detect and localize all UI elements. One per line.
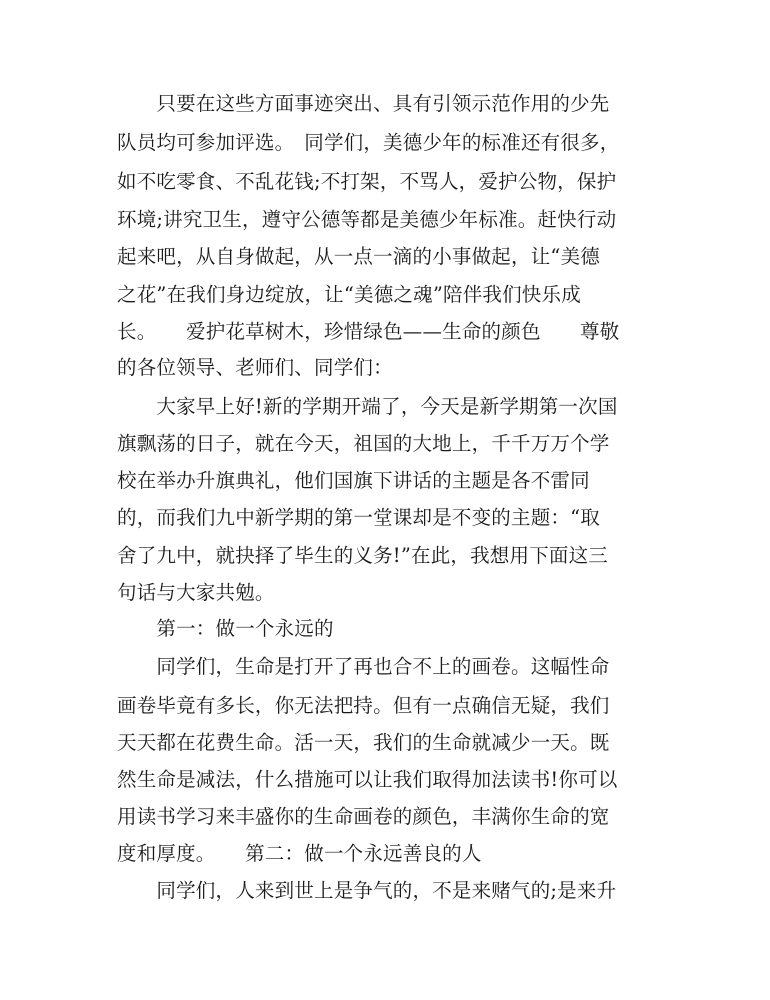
text-line: 画卷毕竟有多长，你无法把持。但有一点确信无疑，我们 [117, 694, 610, 717]
text-line: 的，而我们九中新学期的第一堂课却是不变的主题：“取 [117, 506, 600, 529]
text-line: 之花”在我们身边绽放，让“美德之魂”陪伴我们快乐成 [117, 283, 581, 306]
text-line: 队员均可参加评选。 同学们，美德少年的标准还有很多， [117, 131, 620, 154]
text-line: 旗飘荡的日子，就在今天，祖国的大地上，千千万万个学 [117, 432, 610, 455]
text-line: 同学们，人来到世上是争气的，不是来赌气的;是来升 [117, 879, 617, 902]
text-line: 用读书学习来丰盛你的生命画卷的颜色，丰满你生命的宽 [117, 805, 610, 828]
text-line: 校在举办升旗典礼，他们国旗下讲话的主题是各不雷同 [117, 469, 590, 492]
text-line: 环境;讲究卫生，遵守公德等都是美德少年标准。赶快行动 [117, 208, 617, 231]
text-line: 然生命是减法，什么措施可以让我们取得加法读书!你可以 [117, 768, 618, 791]
text-line: 只要在这些方面事迹突出、具有引领示范作用的少先 [117, 92, 610, 115]
text-line: 舍了九中，就抉择了毕生的义务!”在此，我想用下面这三 [117, 544, 609, 567]
text-line: 第一：做一个永远的 [117, 617, 334, 640]
text-line: 天天都在花费生命。活一天，我们的生命就减少一天。既 [117, 731, 610, 754]
text-line: 大家早上好!新的学期开端了，今天是新学期第一次国 [117, 395, 618, 418]
text-line: 如不吃零食、不乱花钱;不打架，不骂人，爱护公物，保护 [117, 170, 617, 193]
text-line: 的各位领导、老师们、同学们： [117, 356, 393, 379]
text-line: 度和厚度。 第二：做一个永远善良的人 [117, 842, 482, 865]
text-line: 同学们，生命是打开了再也合不上的画卷。这幅性命 [117, 655, 610, 678]
text-line: 起来吧，从自身做起，从一点一滴的小事做起，让“美德 [117, 245, 600, 268]
text-line: 句话与大家共勉。 [117, 581, 275, 604]
text-line: 长。 爱护花草树木，珍惜绿色——生命的颜色 尊敬 [117, 320, 620, 343]
